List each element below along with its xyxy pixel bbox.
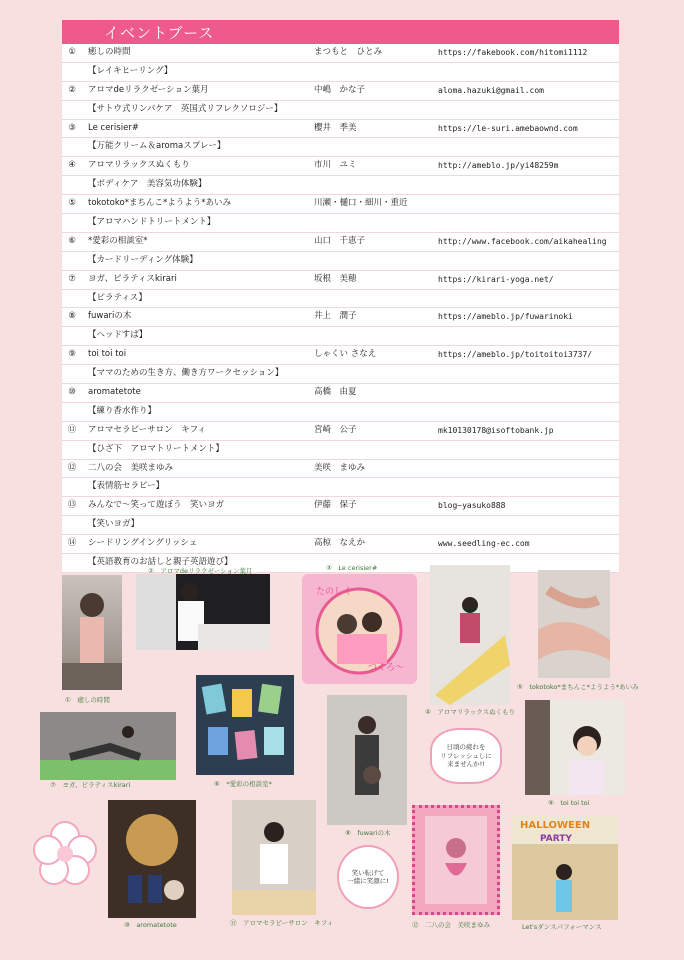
caption-7: ⑦ ヨガ、ピラティスkirari bbox=[50, 781, 131, 789]
booth-row bbox=[62, 157, 619, 176]
photo-toitoitoi bbox=[525, 700, 625, 795]
booth-description: 【アロマハンドトリートメント】 bbox=[88, 217, 216, 228]
booth-row bbox=[62, 233, 619, 252]
booth-name: アロマセラピーサロン キフィ bbox=[88, 424, 206, 435]
booth-number: ③ bbox=[68, 122, 76, 133]
booth-number: ⑭ bbox=[67, 538, 77, 549]
photo-text-party: PARTY bbox=[540, 834, 572, 844]
photo-nihachi bbox=[412, 805, 500, 915]
booth-desc-row bbox=[62, 365, 619, 384]
speech-bubble-laugh: 笑い転げて 一緒に笑顔に! bbox=[337, 845, 399, 909]
booth-person: 市川 ユミ bbox=[314, 160, 357, 171]
booth-person: 高橋 由夏 bbox=[314, 387, 357, 398]
photo-text-tanoshiku: たのしく bbox=[316, 587, 353, 597]
booth-description: 【ピラティス】 bbox=[88, 292, 147, 303]
booth-contact[interactable]: mk10130178@isoftobank.jp bbox=[438, 425, 554, 435]
photo-tokotoko bbox=[538, 570, 610, 678]
booth-contact[interactable]: https://ameblo.jp/toitoitoi3737/ bbox=[438, 350, 593, 360]
booth-person: 川瀬・樋口・細川・重近 bbox=[314, 198, 408, 209]
booth-name: ヨガ、ピラティスkirari bbox=[88, 273, 177, 284]
booth-number: ② bbox=[68, 84, 76, 95]
caption-13: Let'sダンスパフォーマンス bbox=[522, 923, 602, 931]
booth-number: ⑤ bbox=[68, 198, 76, 209]
booth-contact[interactable]: http://www.facebook.com/aikahealing bbox=[438, 236, 607, 246]
booth-contact[interactable]: https://le-suri.amebaownd.com bbox=[438, 123, 578, 133]
booth-desc-row bbox=[62, 516, 619, 535]
booth-row bbox=[62, 384, 619, 403]
booth-person: まつもと ひとみ bbox=[314, 47, 383, 57]
booth-number: ① bbox=[68, 47, 76, 57]
booth-row bbox=[62, 460, 619, 479]
booth-person: 伊藤 保子 bbox=[314, 500, 357, 511]
booth-name: アロマリラックスぬくもり bbox=[88, 160, 190, 171]
booth-description: 【レイキヒーリング】 bbox=[88, 65, 173, 76]
booth-desc-row bbox=[62, 441, 619, 460]
booth-description: 【ひざ下 アロマトリートメント】 bbox=[88, 443, 224, 454]
booth-number: ④ bbox=[68, 160, 76, 171]
booth-row bbox=[62, 346, 619, 365]
booth-row bbox=[62, 44, 619, 63]
booth-name: 二八の会 美咲まゆみ bbox=[88, 462, 174, 473]
booth-name: アロマdeリラクゼーション葉月 bbox=[88, 84, 209, 95]
caption-4: ④ アロマリラックスぬくもり bbox=[425, 708, 516, 716]
photo-iyashi bbox=[62, 575, 122, 690]
booth-number: ⑨ bbox=[68, 349, 76, 360]
booth-name: 癒しの時間 bbox=[88, 47, 131, 57]
booth-person: 中嶋 かな子 bbox=[314, 84, 366, 95]
booth-number: ⑩ bbox=[68, 387, 76, 398]
booth-desc-row bbox=[62, 252, 619, 271]
booth-number: ⑧ bbox=[68, 311, 76, 322]
booth-person: しゃくい さなえ bbox=[314, 349, 377, 360]
booth-row bbox=[62, 271, 619, 290]
caption-8: ⑧ fuwariの木 bbox=[345, 829, 391, 837]
booth-contact[interactable]: http://ameblo.jp/yi48259m bbox=[438, 161, 559, 171]
caption-1: ① 癒しの時間 bbox=[65, 696, 110, 704]
booth-name: *愛彩の相談室* bbox=[88, 235, 148, 246]
caption-6: ⑥ *愛彩の相談室* bbox=[214, 780, 272, 788]
booth-contact[interactable]: blog~yasuko888 bbox=[438, 501, 506, 511]
booth-description: 【英語教育のお話しと親子英語遊び】 bbox=[88, 557, 233, 568]
caption-2: ② アロマdeリラクゼーション葉月 bbox=[148, 567, 253, 575]
booth-number: ⑬ bbox=[67, 500, 77, 511]
caption-5: ⑤ tokotoko*まちんこ*ようよう*あいみ bbox=[517, 683, 639, 691]
photo-hazuki bbox=[136, 574, 270, 650]
booth-description: 【ママのための生き方、働き方ワークセッション】 bbox=[88, 368, 284, 379]
booth-desc-row bbox=[62, 101, 619, 120]
photo-aika bbox=[196, 675, 294, 775]
booth-description: 【笑いヨガ】 bbox=[88, 519, 140, 530]
booth-row bbox=[62, 195, 619, 214]
booth-name: fuwariの木 bbox=[88, 311, 132, 322]
booth-name: toi toi toi bbox=[88, 349, 127, 360]
booth-name: シードリングイングリッシュ bbox=[88, 538, 198, 549]
booth-desc-row bbox=[62, 214, 619, 233]
booth-row bbox=[62, 120, 619, 139]
booth-person: 宮崎 公子 bbox=[314, 424, 357, 435]
booth-desc-row bbox=[62, 176, 619, 195]
booth-description: 【万能クリーム＆aromaスプレー】 bbox=[88, 141, 226, 152]
caption-11: ⑪ アロマセラピーサロン キフィ bbox=[230, 919, 334, 927]
booth-description: 【練り香水作り】 bbox=[88, 405, 157, 416]
photo-nukumori bbox=[430, 565, 510, 705]
booth-name: aromatetote bbox=[88, 387, 141, 398]
booth-contact[interactable]: https://ameblo.jp/fuwarinoki bbox=[438, 312, 573, 322]
booth-person: 坂根 美穂 bbox=[314, 273, 357, 284]
booth-desc-row bbox=[62, 403, 619, 422]
booth-description: 【ヘッドすぱ】 bbox=[88, 330, 148, 341]
booth-desc-row bbox=[62, 478, 619, 497]
booth-desc-row bbox=[62, 138, 619, 157]
booth-name: みんなで～笑って遊ぼう 笑いヨガ bbox=[88, 500, 225, 511]
booth-description: 【カードリーディング体験】 bbox=[88, 254, 198, 265]
booth-contact[interactable]: https://kirari-yoga.net/ bbox=[438, 274, 554, 284]
caption-9: ⑨ toi toi toi bbox=[548, 799, 590, 807]
booth-description: 【表情筋セラピー】 bbox=[88, 481, 165, 492]
booth-person: 山口 千恵子 bbox=[314, 235, 366, 246]
booth-person: 井上 潤子 bbox=[314, 311, 357, 322]
booth-desc-row bbox=[62, 63, 619, 82]
booth-desc-row bbox=[62, 290, 619, 309]
photo-cerisier bbox=[302, 574, 417, 684]
booth-number: ⑥ bbox=[68, 235, 76, 246]
booth-contact[interactable]: https://fakebook.com/hitomi1112 bbox=[438, 48, 588, 57]
photo-aromatetote bbox=[108, 800, 196, 918]
booth-person: 櫻井 季美 bbox=[314, 122, 357, 133]
section-header bbox=[62, 20, 619, 44]
booth-name: tokotoko*まちんこ*ようよう*あいみ bbox=[88, 198, 231, 209]
section-title: イベントブース bbox=[104, 24, 215, 42]
booth-contact[interactable]: www.seedling-ec.com bbox=[438, 539, 530, 549]
booth-row bbox=[62, 497, 619, 516]
booth-description: 【サトウ式リンパケア 英国式リフレクソロジー】 bbox=[88, 103, 283, 114]
booth-row bbox=[62, 422, 619, 441]
photo-kirari bbox=[40, 712, 176, 780]
booth-description: 【ボディケア 美容気功体験】 bbox=[88, 179, 207, 190]
photo-text-halloween: HALLOWEEN bbox=[520, 820, 591, 831]
photo-kifi bbox=[232, 800, 316, 915]
booth-row bbox=[62, 308, 619, 327]
booth-number: ⑫ bbox=[67, 462, 77, 473]
caption-3: ③ Le cerisier# bbox=[326, 564, 378, 572]
booth-row bbox=[62, 535, 619, 554]
booth-row bbox=[62, 82, 619, 101]
booth-desc-row bbox=[62, 327, 619, 346]
speech-bubble-refresh: 日頃の疲れを リフレッシュしに 来ませんか!! bbox=[430, 728, 502, 784]
booth-number: ⑪ bbox=[67, 424, 77, 435]
booth-contact[interactable]: aloma.hazuki@gmail.com bbox=[438, 85, 544, 95]
photo-fuwari bbox=[327, 695, 407, 825]
booth-person: 美咲 まゆみ bbox=[314, 462, 366, 473]
booth-number: ⑦ bbox=[68, 273, 76, 284]
photo-text-tsukuro: つくろ〜 bbox=[368, 663, 405, 673]
booth-name: Le cerisier# bbox=[88, 122, 139, 133]
caption-12: ⑫ 二八の会 美咲まゆみ bbox=[412, 921, 490, 929]
booth-person: 高椋 なえか bbox=[314, 538, 366, 549]
flower-decoration bbox=[30, 818, 100, 888]
caption-10: ⑩ aromatetote bbox=[124, 921, 177, 929]
photo-dance bbox=[512, 816, 618, 920]
booth-table bbox=[62, 44, 619, 573]
